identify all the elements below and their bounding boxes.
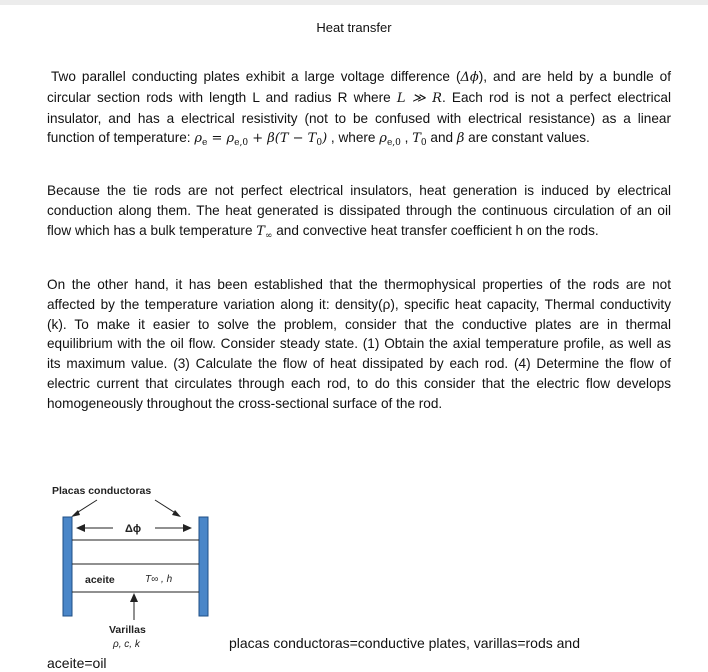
figure-plates-label: Placas conductoras — [52, 485, 152, 497]
rods-pointer-head — [130, 593, 138, 602]
figure-rods-label: Varillas — [109, 624, 146, 636]
page-title: Heat transfer — [316, 20, 392, 35]
paragraph-problem-statement: Two parallel conducting plates exhibit a large voltage difference (Δϕ), and are held by a bundle of circular section rods with length L and radius R where L ≫ R. Each rod is not a perfect electrical insulator, and has a electrical resistivity (not to be confused with electrical resistance) as a linear function of temperature: $\rho_e = \rho_{e,0} + \beta(T - T_0)$ , where $\rho_{e,0}$ , $T_0$ and β are constant values. — [47, 69, 672, 149]
paragraph-assumptions-questions: On the other hand, it has been established that the thermophysical properties of the rods are not affected by the temperature variation along it: density(ρ), specific heat capacity, Thermal conductivity (k). To make it easier to solve the problem, consider that the conductive plates are in thermal equilibrium with the oil flow. Consider steady state. (1) Obtain the axial temperature profile, as well as its maximum value. (3) Calculate the flow of heat dissipated by each rod. (4) Determine the flow of electric current that circulates through each rod, to do this consider that the electric flow develops homogeneously throughout the cross-sectional surface of the rod. — [47, 277, 671, 411]
figure-caption: placas conductoras=conductive plates, varillas=rods and — [229, 635, 580, 651]
paragraph-heat-generation: Because the tie rods are not perfect electrical insulators, heat generation is induced by electrical conduction along them. The heat generated is dissipated through the continuous circulation of an oil flow which has a bulk temperature $T_\infty$ and convective heat transfer coefficient h on the rods. — [47, 183, 671, 241]
delta-arrow-left-head — [76, 524, 85, 532]
rods-diagram — [45, 480, 215, 652]
math-resistivity-equation: $\rho_e = \rho_{e,0} + \beta(T - T_0)$ — [194, 131, 328, 149]
figure-delta-phi-label: Δϕ — [125, 523, 142, 535]
top-bar — [0, 0, 708, 5]
math-t0: $T_0$ — [412, 131, 427, 149]
figure-oil-params: T∞ , h — [145, 574, 173, 585]
figure-oil-label: aceite — [85, 574, 115, 586]
math-rho-e0: $\rho_{e,0}$ — [379, 131, 401, 149]
math-delta-phi: Δϕ — [460, 70, 479, 85]
figure-caption-continued: aceite=oil — [47, 655, 107, 671]
figure-rods-params: ρ, c, k — [113, 639, 140, 650]
plate-right — [199, 517, 208, 616]
math-l-much-greater-r: L ≫ R — [396, 90, 442, 106]
delta-arrow-right-head — [183, 524, 192, 532]
plates-pointer-right — [155, 500, 177, 514]
plate-left — [63, 517, 72, 616]
math-t-infinity: $T_\infty$ — [256, 223, 273, 241]
plates-pointer-left-head — [71, 510, 80, 517]
math-beta: β — [456, 131, 465, 147]
plates-pointer-right-head — [172, 510, 181, 517]
